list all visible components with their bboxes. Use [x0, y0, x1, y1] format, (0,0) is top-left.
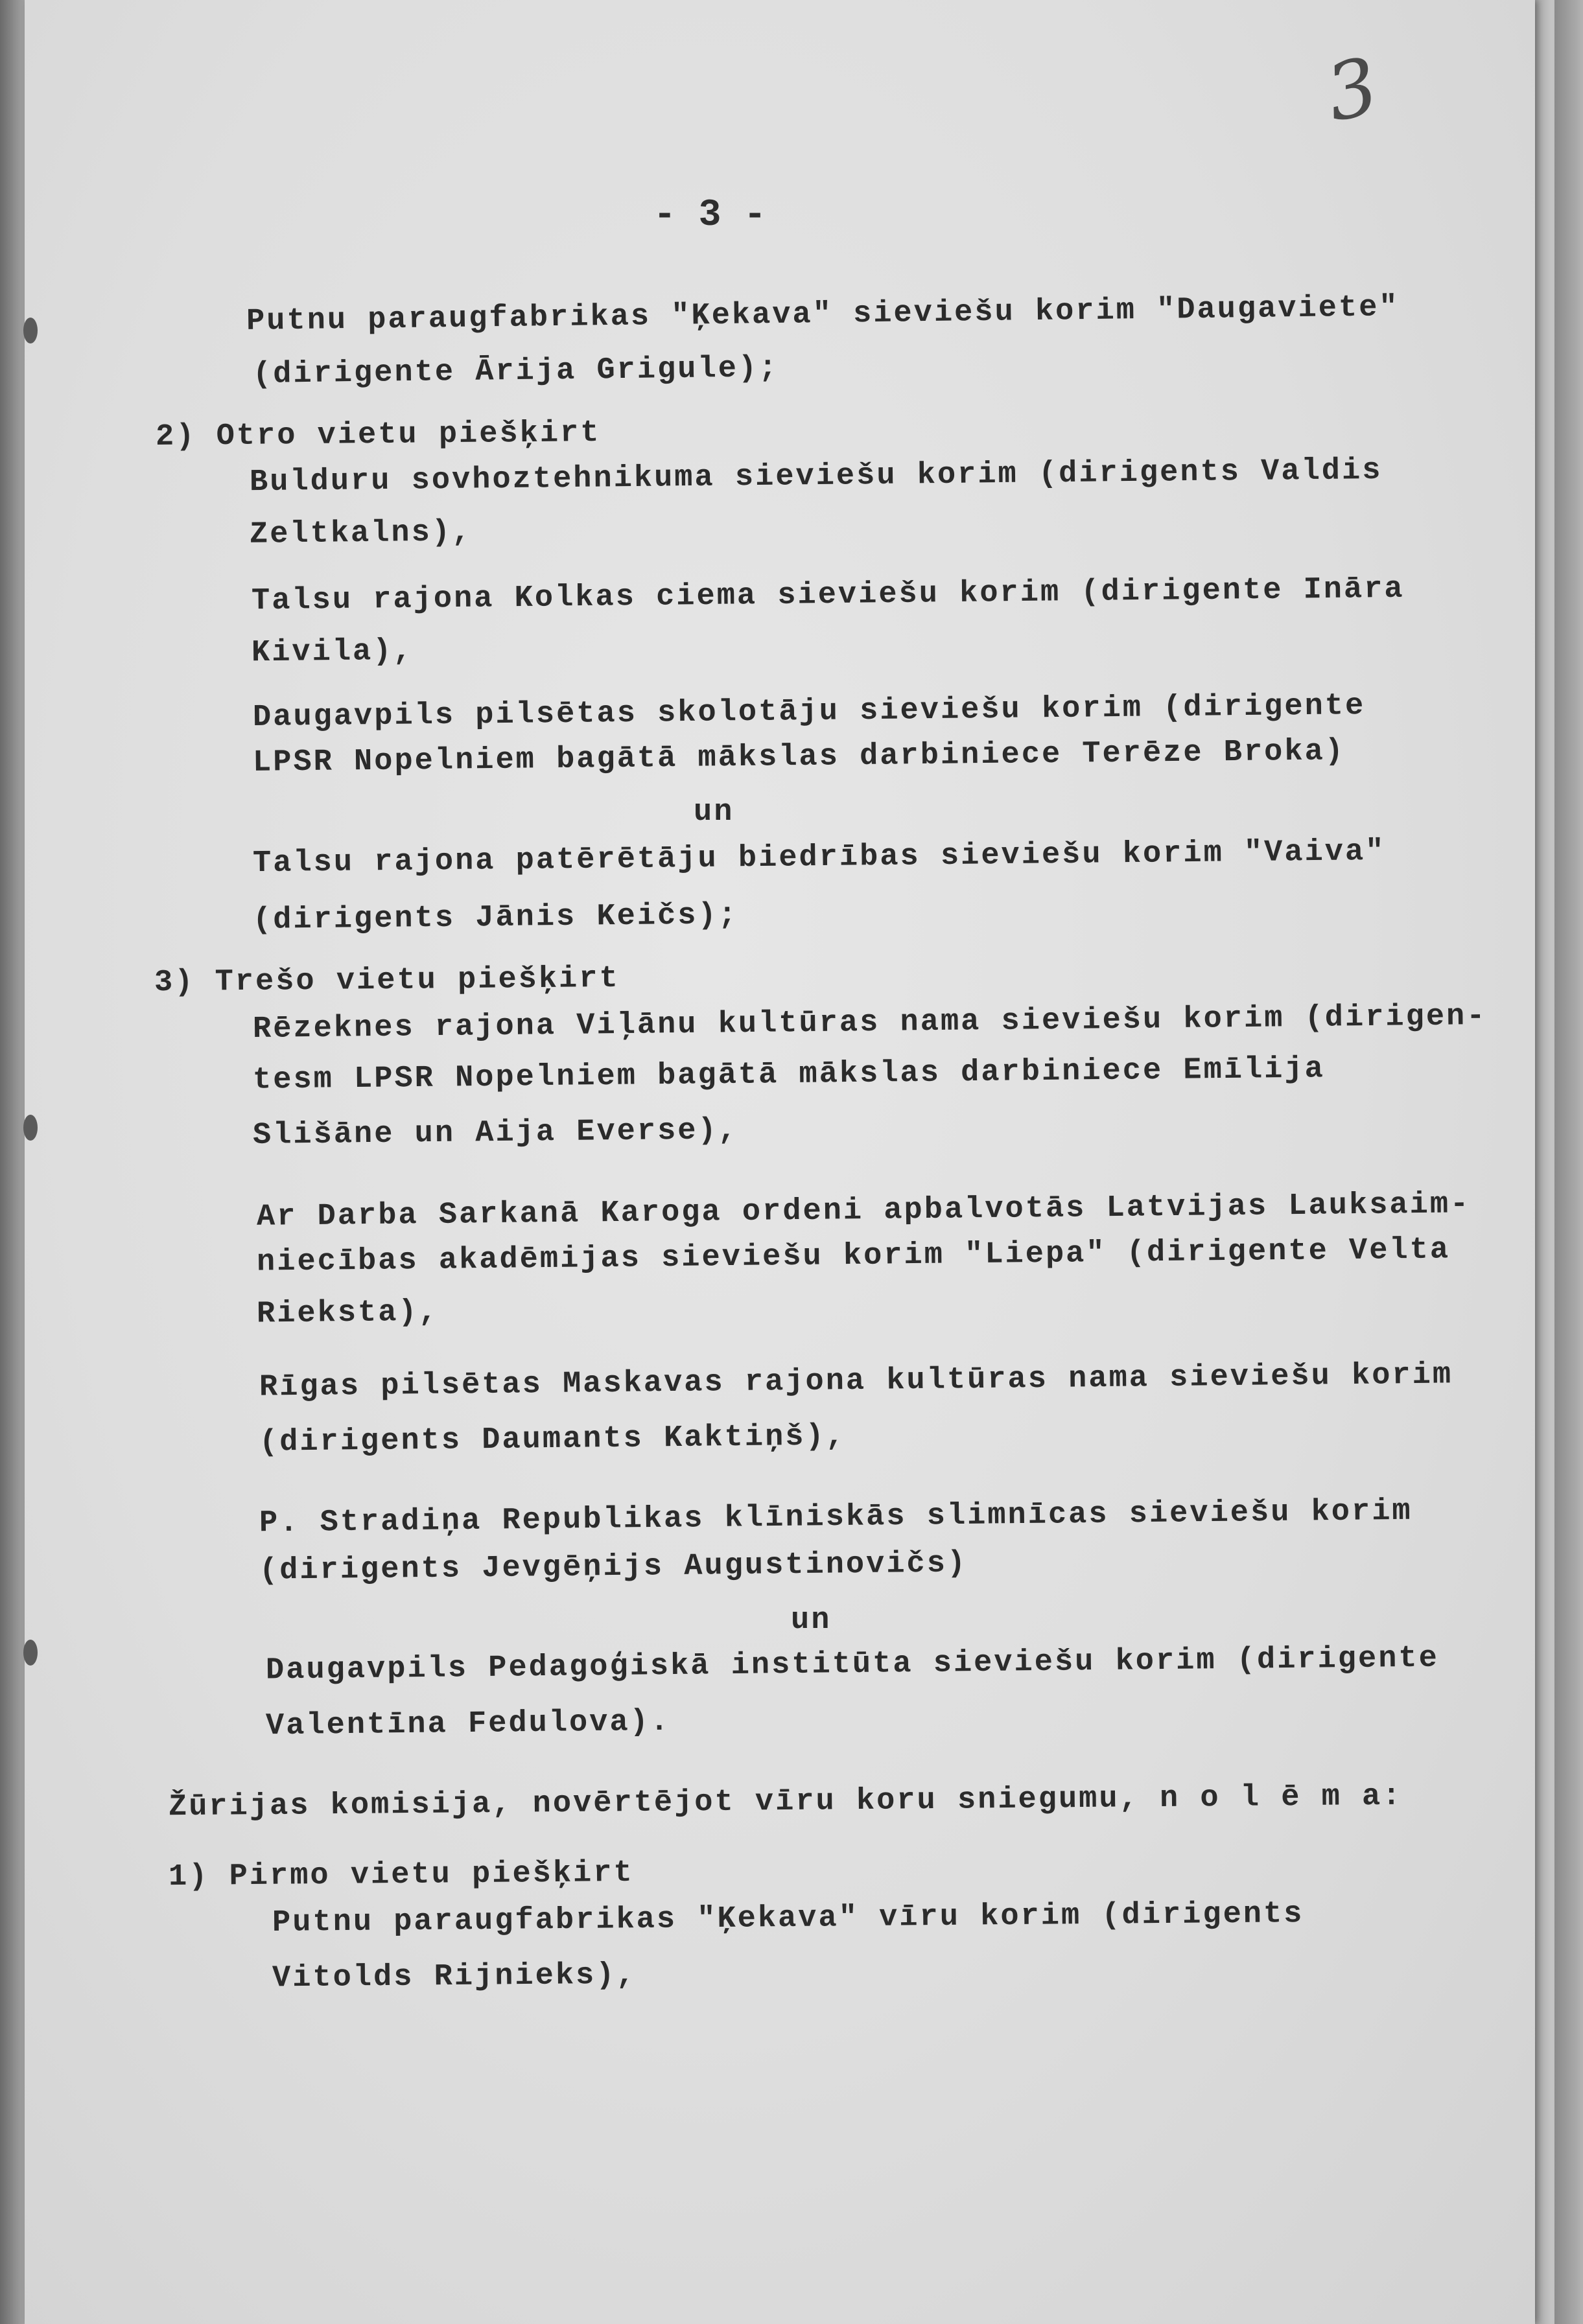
text-line: Talsu rajona Kolkas ciema sieviešu korim (dirigente Ināra — [251, 572, 1405, 619]
list-heading: 1) Pirmo vietu piešķirt — [168, 1855, 634, 1895]
text-line: Putnu paraugfabrikas "Ķekava" sieviešu korim "Daugaviete" — [246, 290, 1400, 339]
text-line: Ar Darba Sarkanā Karoga ordeni apbalvotās Latvijas Lauksaim- — [256, 1187, 1471, 1235]
text-line: Valentīna Fedulova). — [265, 1704, 671, 1744]
text-line: P. Stradiņa Republikas klīniskās slimnīcas sieviešu korim — [259, 1494, 1413, 1541]
left-binding-edge — [0, 0, 26, 2324]
text-line: (dirigents Daumants Kaktiņš), — [259, 1419, 847, 1460]
list-heading: 2) Otro vietu piešķirt — [155, 416, 601, 454]
text-line: Talsu rajona patērētāju biedrības sieviešu korim "Vaiva" — [252, 834, 1386, 881]
punch-hole — [23, 1640, 38, 1666]
text-line: Zeltkalns), — [249, 515, 473, 552]
list-heading: 3) Trešo vietu piešķirt — [154, 961, 620, 1001]
text-line: Daugavpils Pedagoģiskā institūta sieviešu korim (dirigente — [265, 1641, 1440, 1688]
text-line: Žūrijas komisija, novērtējot vīru koru sniegumu, n o l ē m a: — [168, 1779, 1403, 1825]
handwritten-page-number: 3 — [1319, 41, 1386, 140]
text-line: Slišāne un Aija Everse), — [252, 1113, 739, 1153]
text-line: Rēzeknes rajona Viļānu kultūras nama sieviešu korim (dirigen- — [252, 999, 1487, 1047]
text-line: LPSR Nopelniem bagātā mākslas darbiniece Terēze Broka) — [252, 734, 1346, 780]
text-line: un — [694, 795, 734, 830]
text-line: Bulduru sovhoztehnikuma sieviešu korim (dirigents Valdis — [249, 453, 1383, 500]
punch-hole — [23, 318, 38, 343]
punch-hole — [23, 1115, 38, 1141]
paper-sheet — [25, 0, 1535, 2324]
page-number: - 3 - — [653, 194, 767, 237]
text-line: Rieksta), — [256, 1295, 440, 1332]
text-line: tesm LPSR Nopelniem bagātā mākslas darbiniece Emīlija — [252, 1052, 1326, 1098]
text-line: un — [791, 1603, 832, 1638]
text-line: Kivila), — [251, 634, 414, 671]
text-line: Daugavpils pilsētas skolotāju sieviešu korim (dirigente — [252, 689, 1366, 735]
text-line: (dirigents Jevgēņijs Augustinovičs) — [259, 1546, 968, 1588]
text-line: (dirigente Ārija Grigule); — [252, 351, 779, 392]
text-line: Putnu paraugfabrikas "Ķekava" vīru korim (dirigents — [272, 1897, 1304, 1940]
text-line: Vitolds Rijnieks), — [272, 1958, 637, 1996]
text-line: niecības akadēmijas sieviešu korim "Liepa" (dirigente Velta — [256, 1233, 1451, 1280]
background-sheet-edge — [1554, 0, 1583, 2324]
text-line: (dirigents Jānis Keičs); — [252, 898, 739, 938]
text-line: Rīgas pilsētas Maskavas rajona kultūras nama sieviešu korim — [259, 1358, 1453, 1405]
